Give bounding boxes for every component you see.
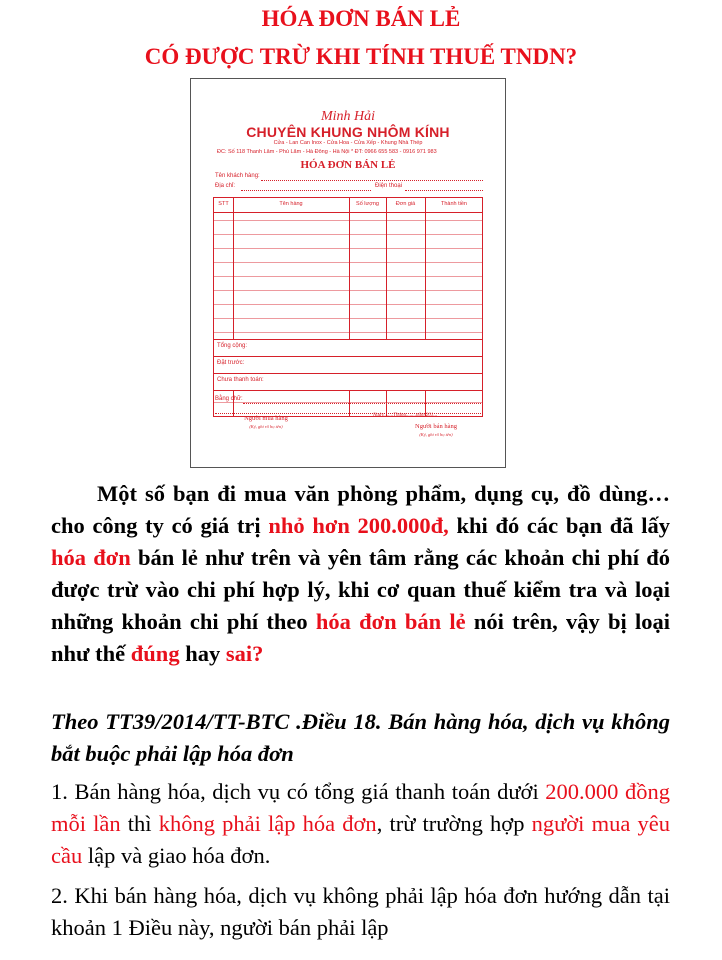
invoice-customer-label: Tên khách hàng: <box>215 173 260 179</box>
invoice-words-label: Bằng chữ: <box>215 396 243 402</box>
invoice-script-name: Minh Hải <box>320 109 376 124</box>
invoice-words-line <box>243 403 483 404</box>
invoice-col-stt: STT <box>218 201 229 207</box>
invoice-phone-label: Điện thoại <box>375 183 403 189</box>
invoice-address-label: Địa chỉ: <box>215 183 236 189</box>
invoice-seller-label: Người bán hàng <box>415 423 457 430</box>
invoice-prepaid-label: Đặt trước: <box>217 360 245 366</box>
invoice-phone-line <box>405 190 483 191</box>
invoice-buyer-note: (Ký, ghi rõ họ tên) <box>249 424 283 429</box>
highlight-retail-invoice: hóa đơn bán lẻ <box>315 609 466 634</box>
highlight-under-200k: nhỏ hơn 200.000đ, <box>268 513 449 538</box>
invoice-date-line: Ngày........Tháng........năm 201... <box>373 413 438 418</box>
regulation-clause-2: 2. Khi bán hàng hóa, dịch vụ không phải lập hóa đơn hướng dẫn tại khoản 1 Điều này, người bán phải lập <box>51 883 670 940</box>
highlight-buyer-request: người mua yêu cầu <box>51 811 670 868</box>
invoice-doc-title: HÓA ĐƠN BÁN LẺ <box>300 159 396 171</box>
highlight-wrong: sai? <box>225 641 264 666</box>
invoice-seller-note: (Ký, ghi rõ họ tên) <box>419 432 453 437</box>
highlight-right: đúng <box>130 641 180 666</box>
invoice-services: Cửa - Lan Can Inox - Cửa Hoa - Cửa Xếp - Khung Nhà Thép <box>273 140 423 146</box>
invoice-words-line-2 <box>215 413 483 414</box>
invoice-col-name: Tên hàng <box>279 201 303 207</box>
retail-invoice-image <box>190 78 506 468</box>
highlight-invoice: hóa đơn <box>51 545 131 570</box>
invoice-company-name: CHUYÊN KHUNG NHÔM KÍNH <box>246 124 450 140</box>
invoice-totals-box <box>213 339 483 391</box>
intro-paragraph: Một số bạn đi mua văn phòng phẩm, dụng cụ, đồ dùng… cho công ty có giá trị nhỏ hơn 200.000đ, khi đó các bạn đã lấy hóa đơn bán lẻ như trên và yên tâm rằng các khoản chi phí đó được trừ vào chi phí hợp lý, khi cơ quan thuế kiểm tra và loại những khoản chi phí theo hóa đơn bán lẻ nói trên, vậy bị loại như thế đúng hay sai? <box>51 481 671 666</box>
regulation-heading: Theo TT39/2014/TT-BTC .Điều 18. Bán hàng hóa, dịch vụ không bắt buộc phải lập hóa đơn <box>51 709 670 766</box>
invoice-col-amount: Thành tiền <box>441 201 467 207</box>
page-title-line-2: CÓ ĐƯỢC TRỪ KHI TÍNH THUẾ TNDN? <box>144 44 578 69</box>
invoice-address-line <box>241 190 371 191</box>
highlight-200k-per-time: 200.000 đồng mỗi lần <box>51 779 670 836</box>
invoice-buyer-label: Người mua hàng <box>244 415 288 422</box>
regulation-clause-1: 1. Bán hàng hóa, dịch vụ có tổng giá thanh toán dưới 200.000 đồng mỗi lần thì không phải lập hóa đơn, trừ trường hợp người mua yêu cầu lập và giao hóa đơn. <box>51 779 670 868</box>
invoice-col-qty: Số lượng <box>356 201 379 207</box>
invoice-address: ĐC: Số 118 Thanh Lâm - Phú Lãm - Hà Đông - Hà Nội * ĐT: 0966 655 583 - 0916 971 983 <box>217 149 437 155</box>
invoice-unpaid-label: Chưa thanh toán: <box>217 377 264 383</box>
highlight-no-invoice-needed: không phải lập hóa đơn <box>158 811 377 836</box>
invoice-col-price: Đơn giá <box>395 201 416 207</box>
invoice-total-label: Tổng cộng: <box>217 343 248 349</box>
page-title-line-1: HÓA ĐƠN BÁN LẺ <box>261 6 461 31</box>
invoice-customer-line <box>261 180 483 181</box>
